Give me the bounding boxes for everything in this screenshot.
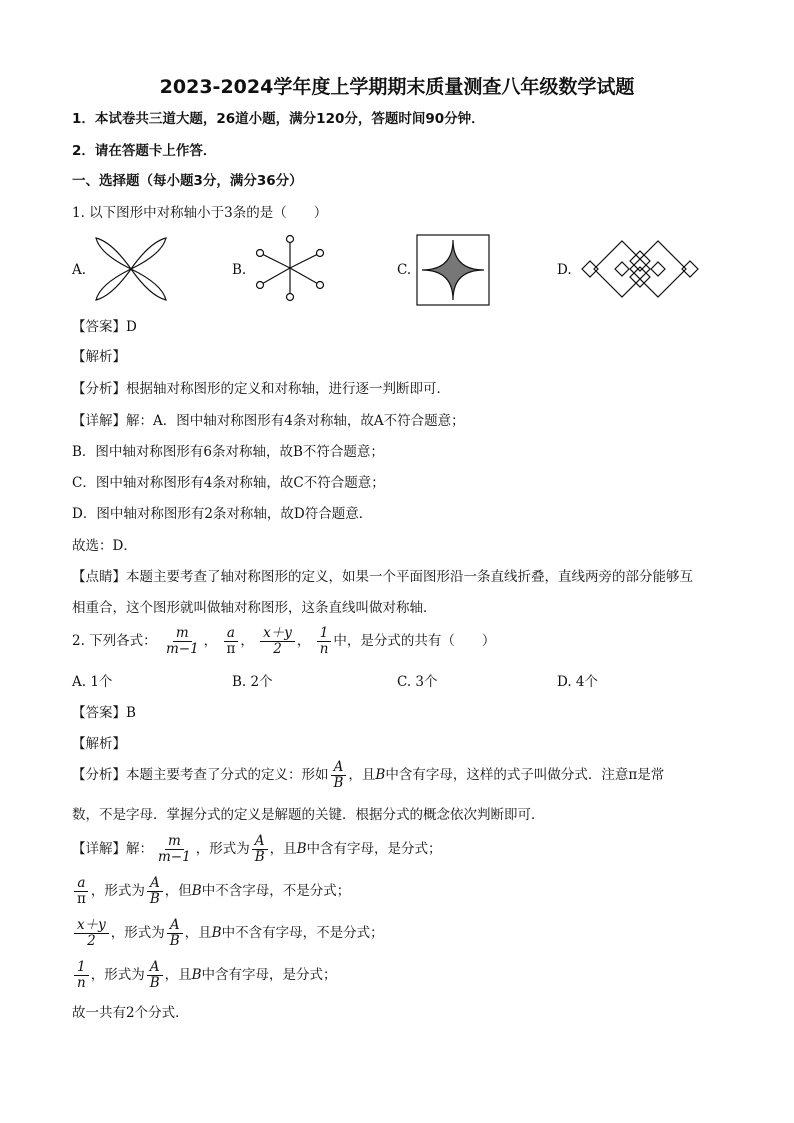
- q2-option-b: B. 2个: [232, 674, 273, 690]
- q2-conclusion: 故一共有2个分式．: [72, 1005, 189, 1021]
- q1-detail-1: 【详解】解：A．图中轴对称图形有4条对称轴，故A不符合题意；: [72, 413, 465, 429]
- question-2-stem: 2. 下列各式： $\frac{m}{m-1}$ ， $\frac{a}{\pi}$ ， $\frac{x+y}{2}$ ， $\frac{1}{n}$ 中，是分式的共有（ ）: [72, 625, 496, 657]
- diamond-chain-figure: [578, 234, 712, 304]
- q1-comment-1: 【点睛】本题主要考查了轴对称图形的定义，如果一个平面图形沿一条直线折叠，直线两旁的部分能够互: [72, 569, 693, 585]
- q1-detail-2: B．图中轴对称图形有6条对称轴，故B不符合题意；: [72, 444, 384, 460]
- question-1-stem: 1. 以下图形中对称轴小于3条的是（ ）: [72, 205, 328, 221]
- q2-detail-4: $\frac{1}{n}$ ，形式为 $\frac{A}{B}$ ，且B中含有字母，是分式；: [72, 960, 337, 991]
- q2-detail-1: 【详解】解： $\frac{m}{m-1}$ ，形式为 $\frac{A}{B}$ ，且B中含有字母，是分式；: [72, 833, 442, 865]
- q2-option-a: A. 1个: [72, 674, 113, 690]
- fraction-a-over-pi: $\frac{a}{\pi}$: [223, 626, 238, 657]
- square-with-astroid-figure: [416, 234, 490, 306]
- q2-option-d: D. 4个: [557, 674, 599, 690]
- q1-answer: 【答案】D: [72, 319, 137, 335]
- q1-detail-3: C．图中轴对称图形有4条对称轴，故C不符合题意；: [72, 475, 385, 491]
- q1-comment-2: 相重合，这个图形就叫做轴对称图形，这条直线叫做对称轴．: [72, 600, 437, 616]
- q1-analysis-head: 【解析】: [72, 349, 126, 365]
- fraction-1-over-n: $\frac{1}{n}$: [317, 626, 332, 657]
- option-a-label: A.: [72, 262, 87, 278]
- fraction-a-over-b: $\frac{A}{B}$: [331, 760, 347, 791]
- q2-detail-2: $\frac{a}{\pi}$ ，形式为 $\frac{A}{B}$ ，但B中不含字母，不是分式；: [72, 876, 350, 907]
- four-petal-flower-figure: [90, 234, 172, 304]
- q1-choice: 故选：D．: [72, 538, 137, 554]
- option-c-label: C.: [397, 262, 412, 278]
- q2-number: 2. 下列各式：: [72, 633, 157, 649]
- q2-detail-3: $\frac{x+y}{2}$ ，形式为 $\frac{A}{B}$ ，且B中不含有字母，不是分式；: [72, 918, 384, 949]
- q2-analysis-line-2: 数，不是字母．掌握分式的定义是解题的关键．根据分式的概念依次判断即可．: [72, 807, 545, 823]
- note-1: 1．本试卷共三道大题，26道小题，满分120分，答题时间90分钟．: [72, 111, 485, 127]
- q2-option-c: C. 3个: [397, 674, 438, 690]
- six-spoke-star-figure: [252, 234, 328, 302]
- q1-detail-4: D．图中轴对称图形有2条对称轴，故D符合题意．: [72, 506, 373, 522]
- option-b-label: B.: [232, 262, 247, 278]
- q2-analysis-head: 【解析】: [72, 736, 126, 752]
- q1-analysis: 【分析】根据轴对称图形的定义和对称轴，进行逐一判断即可．: [72, 381, 450, 397]
- note-2: 2．请在答题卡上作答．: [72, 143, 217, 159]
- option-d-label: D.: [557, 262, 572, 278]
- section-heading: 一、选择题（每小题3分，满分36分）: [72, 173, 303, 189]
- page-title: 2023-2024学年度上学期期末质量测查八年级数学试题: [159, 76, 635, 98]
- q2-tail: 中，是分式的共有（ ）: [333, 633, 496, 649]
- fraction-x-plus-y-over-2: $\frac{x+y}{2}$: [260, 626, 295, 657]
- q2-answer: 【答案】B: [72, 705, 136, 721]
- q2-analysis-line-1: 【分析】本题主要考查了分式的定义：形如 $\frac{A}{B}$ ，且B中含有字母，这样的式子叫做分式．注意π是常: [72, 759, 665, 791]
- fraction-m-over-m-minus-1: $\frac{m}{m-1}$: [165, 625, 199, 657]
